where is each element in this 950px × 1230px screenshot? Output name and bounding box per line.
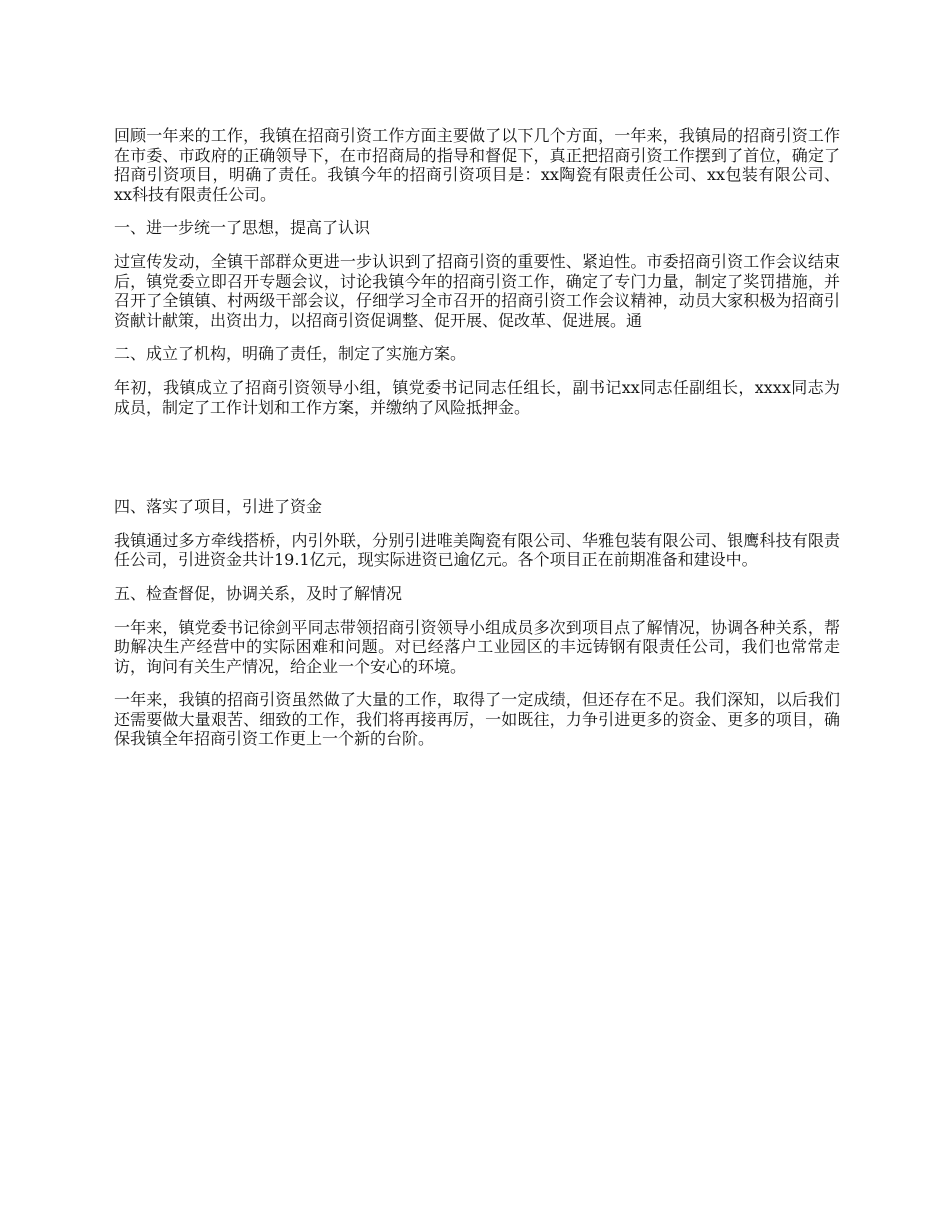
paragraph-section-2: 年初，我镇成立了招商引资领导小组，镇党委书记同志任组长，副书记xx同志任副组长，xxxx同志为成员，制定了工作计划和工作方案，并缴纳了风险抵押金。 [114,377,840,417]
section-heading-5: 五、检查督促，协调关系，及时了解情况 [114,583,403,603]
paragraph-conclusion: 一年来，我镇的招商引资虽然做了大量的工作，取得了一定成绩，但还存在不足。我们深知，以后我们还需要做大量艰苦、细致的工作，我们将再接再厉，一如既往，力争引进更多的资金、更多的项目，确保我镇全年招商引资工作更上一个新的台阶。 [114,690,840,749]
paragraph-section-5: 一年来，镇党委书记徐剑平同志带领招商引资领导小组成员多次到项目点了解情况，协调各种关系，帮助解决生产经营中的实际困难和问题。对已经落户工业园区的丰远铸钢有限责任公司，我们也常常走访，询问有关生产情况，给企业一个安心的环境。 [114,617,840,676]
section-heading-4: 四、落实了项目，引进了资金 [114,497,323,517]
section-heading-2: 二、成立了机构，明确了责任，制定了实施方案。 [114,344,467,364]
blank-gap [114,431,840,497]
paragraph-section-4: 我镇通过多方牵线搭桥，内引外联，分别引进唯美陶瓷有限公司、华雅包装有限公司、银鹰科技有限责任公司，引进资金共计19.1亿元，现实际进资已逾亿元。各个项目正在前期准备和建设中。 [114,530,840,570]
paragraph-intro: 回顾一年来的工作，我镇在招商引资工作方面主要做了以下几个方面，一年来，我镇局的招商引资工作在市委、市政府的正确领导下，在市招商局的指导和督促下，真正把招商引资工作摆到了首位，确定了招商引资项目，明确了责任。我镇今年的招商引资项目是：xx陶瓷有限责任公司、xx包装有限公司、xx科技有限责任公司。 [114,126,840,204]
section-heading-1: 一、进一步统一了思想，提高了认识 [114,218,371,238]
paragraph-section-1: 过宣传发动，全镇干部群众更进一步认识到了招商引资的重要性、紧迫性。市委招商引资工作会议结束后，镇党委立即召开专题会议，讨论我镇今年的招商引资工作，确定了专门力量，制定了奖罚措施，并召开了全镇镇、村两级干部会议，仔细学习全市召开的招商引资工作会议精神，动员大家积极为招商引资献计献策，出资出力，以招商引资促调整、促开展、促改革、促进展。通 [114,251,840,330]
document-body [114,126,840,763]
